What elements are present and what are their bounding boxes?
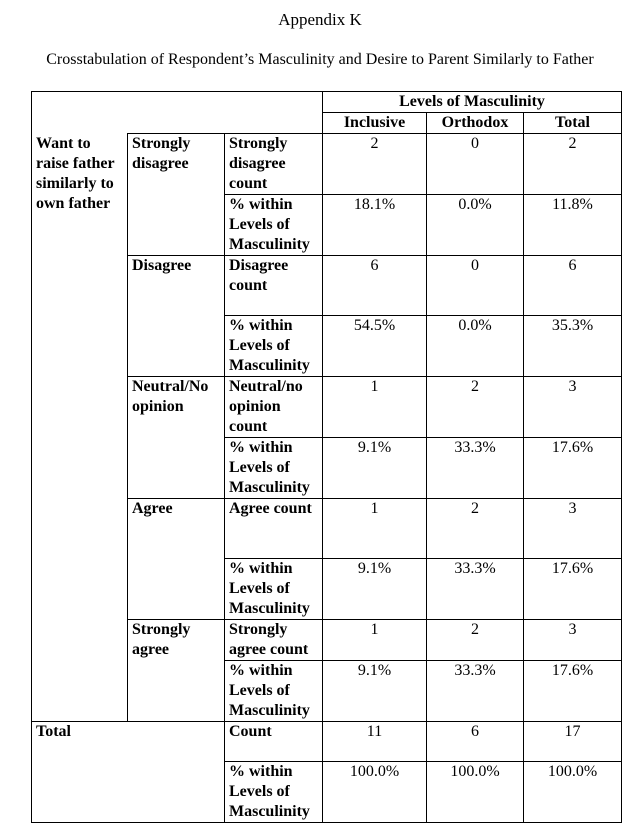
count-label: Strongly agree count	[225, 620, 323, 661]
header-row-group	[32, 92, 622, 113]
cell-inclusive: 9.1%	[323, 438, 427, 499]
cell-inclusive: 9.1%	[323, 661, 427, 722]
cell-total: 6	[524, 256, 622, 316]
cell-total: 17	[524, 722, 622, 762]
count-label: Disagree count	[225, 256, 323, 316]
cell-orthodox: 0.0%	[427, 316, 524, 377]
cell-inclusive: 18.1%	[323, 195, 427, 256]
cell-total: 100.0%	[524, 762, 622, 823]
pct-label: % within Levels of Masculinity	[225, 762, 323, 823]
row-variable-label: Want to raise father similarly to own father	[32, 134, 128, 722]
crosstab-table	[31, 91, 622, 823]
cell-total: 2	[524, 134, 622, 195]
cell-orthodox: 100.0%	[427, 762, 524, 823]
col-header-inclusive: Inclusive	[323, 113, 427, 134]
header-blank-cell	[32, 92, 323, 134]
total-label: Total	[32, 722, 225, 823]
cell-orthodox: 0.0%	[427, 195, 524, 256]
cell-total: 17.6%	[524, 438, 622, 499]
cell-total: 3	[524, 499, 622, 559]
cell-total: 3	[524, 620, 622, 661]
group-label: Neutral/No opinion	[128, 377, 225, 499]
cell-inclusive: 6	[323, 256, 427, 316]
cell-inclusive: 54.5%	[323, 316, 427, 377]
cell-inclusive: 2	[323, 134, 427, 195]
cell-total: 17.6%	[524, 661, 622, 722]
count-label: Strongly disagree count	[225, 134, 323, 195]
count-label: Count	[225, 722, 323, 762]
cell-inclusive: 100.0%	[323, 762, 427, 823]
cell-orthodox: 33.3%	[427, 661, 524, 722]
cell-orthodox: 33.3%	[427, 559, 524, 620]
group-label: Agree	[128, 499, 225, 620]
cell-orthodox: 0	[427, 256, 524, 316]
cell-orthodox: 2	[427, 377, 524, 438]
cell-orthodox: 2	[427, 499, 524, 559]
col-header-total: Total	[524, 113, 622, 134]
cell-total: 35.3%	[524, 316, 622, 377]
col-header-orthodox: Orthodox	[427, 113, 524, 134]
table-caption: Crosstabulation of Respondent’s Masculinity and Desire to Parent Similarly to Father	[46, 51, 594, 68]
count-label: Neutral/no opinion count	[225, 377, 323, 438]
group-label: Strongly disagree	[128, 134, 225, 256]
table-row	[32, 134, 622, 195]
cell-inclusive: 1	[323, 620, 427, 661]
count-label: Agree count	[225, 499, 323, 559]
cell-total: 11.8%	[524, 195, 622, 256]
pct-label: % within Levels of Masculinity	[225, 195, 323, 256]
cell-inclusive: 11	[323, 722, 427, 762]
cell-total: 17.6%	[524, 559, 622, 620]
pct-label: % within Levels of Masculinity	[225, 559, 323, 620]
cell-inclusive: 9.1%	[323, 559, 427, 620]
appendix-title: Appendix K	[278, 10, 362, 29]
pct-label: % within Levels of Masculinity	[225, 661, 323, 722]
total-row	[32, 722, 622, 762]
group-label: Disagree	[128, 256, 225, 377]
cell-orthodox: 33.3%	[427, 438, 524, 499]
pct-label: % within Levels of Masculinity	[225, 316, 323, 377]
cell-total: 3	[524, 377, 622, 438]
cell-orthodox: 6	[427, 722, 524, 762]
cell-orthodox: 2	[427, 620, 524, 661]
cell-inclusive: 1	[323, 377, 427, 438]
cell-inclusive: 1	[323, 499, 427, 559]
cell-orthodox: 0	[427, 134, 524, 195]
header-group-label: Levels of Masculinity	[323, 92, 622, 113]
pct-label: % within Levels of Masculinity	[225, 438, 323, 499]
group-label: Strongly agree	[128, 620, 225, 722]
